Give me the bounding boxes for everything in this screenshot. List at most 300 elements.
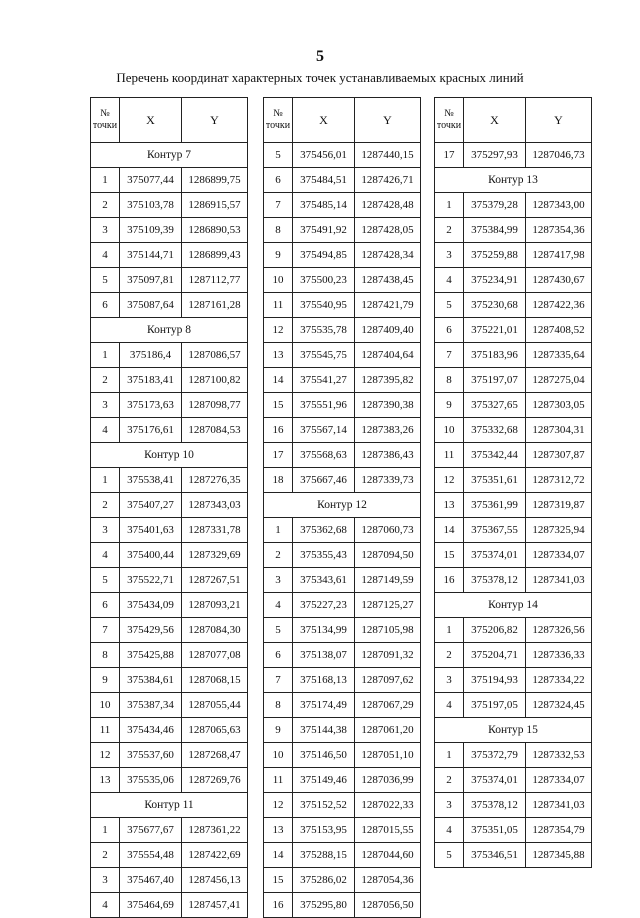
x-coordinate: 375567,14 [293,418,355,443]
x-coordinate: 375484,51 [293,168,355,193]
table-row [91,168,248,193]
x-coordinate: 375485,14 [293,193,355,218]
x-coordinate: 375456,01 [293,143,355,168]
point-number: 15 [435,543,464,568]
x-coordinate: 375538,41 [120,468,182,493]
y-coordinate: 1287086,57 [182,343,248,368]
header-y: Y [182,98,248,143]
table-row [264,668,421,693]
x-coordinate: 375378,12 [464,568,526,593]
coordinates-table-1 [90,97,248,918]
x-coordinate: 375186,4 [120,343,182,368]
table-row [264,218,421,243]
table-row [264,793,421,818]
point-number: 5 [91,268,120,293]
table-row [435,243,592,268]
x-coordinate: 375286,02 [293,868,355,893]
point-number: 8 [435,368,464,393]
table-row [435,818,592,843]
x-coordinate: 375545,75 [293,343,355,368]
point-number: 7 [435,343,464,368]
table-row [435,443,592,468]
point-number: 6 [264,168,293,193]
table-row [264,443,421,468]
y-coordinate: 1287149,59 [355,568,421,593]
x-coordinate: 375153,95 [293,818,355,843]
y-coordinate: 1287325,94 [526,518,592,543]
y-coordinate: 1287386,43 [355,443,421,468]
x-coordinate: 375540,95 [293,293,355,318]
contour-row [264,493,421,518]
point-number: 5 [264,618,293,643]
table-row [91,718,248,743]
y-coordinate: 1287421,79 [355,293,421,318]
y-coordinate: 1287334,07 [526,543,592,568]
y-coordinate: 1287084,30 [182,618,248,643]
y-coordinate: 1287440,15 [355,143,421,168]
table-row [435,843,592,868]
point-number: 8 [264,218,293,243]
y-coordinate: 1287331,78 [182,518,248,543]
y-coordinate: 1287304,31 [526,418,592,443]
point-number: 10 [435,418,464,443]
table-row [91,243,248,268]
y-coordinate: 1287324,45 [526,693,592,718]
table-row [264,268,421,293]
contour-row [435,718,592,743]
point-number: 3 [91,868,120,893]
x-coordinate: 375194,93 [464,668,526,693]
y-coordinate: 1287077,08 [182,643,248,668]
point-number: 15 [264,868,293,893]
x-coordinate: 375491,92 [293,218,355,243]
x-coordinate: 375297,93 [464,143,526,168]
table-row [264,293,421,318]
table-row [435,268,592,293]
point-number: 9 [91,668,120,693]
point-number: 13 [91,768,120,793]
y-coordinate: 1287100,82 [182,368,248,393]
table-row [91,543,248,568]
x-coordinate: 375087,64 [120,293,182,318]
point-number: 1 [435,618,464,643]
y-coordinate: 1287339,73 [355,468,421,493]
y-coordinate: 1287354,79 [526,818,592,843]
table-row [435,768,592,793]
table-row [435,218,592,243]
y-coordinate: 1287456,13 [182,868,248,893]
table-row [435,143,592,168]
coordinates-table-3 [434,97,592,868]
table-row [91,568,248,593]
point-number: 9 [264,243,293,268]
header-x: X [120,98,182,143]
x-coordinate: 375367,55 [464,518,526,543]
y-coordinate: 1287409,40 [355,318,421,343]
point-number: 4 [91,418,120,443]
x-coordinate: 375374,01 [464,768,526,793]
x-coordinate: 375103,78 [120,193,182,218]
y-coordinate: 1286899,75 [182,168,248,193]
x-coordinate: 375149,46 [293,768,355,793]
table-row [435,793,592,818]
contour-row [91,443,248,468]
table-row [91,743,248,768]
header-point-number [264,98,293,143]
table-row [435,643,592,668]
contour-label: Контур 11 [91,793,248,818]
table-row [264,143,421,168]
point-number: 16 [264,418,293,443]
x-coordinate: 375467,40 [120,868,182,893]
y-coordinate: 1287022,33 [355,793,421,818]
table-row [91,868,248,893]
point-number: 4 [91,893,120,918]
point-number: 2 [435,768,464,793]
table-row [91,468,248,493]
y-coordinate: 1287426,71 [355,168,421,193]
point-number: 6 [264,643,293,668]
x-coordinate: 375351,61 [464,468,526,493]
table-row [91,593,248,618]
y-coordinate: 1287422,36 [526,293,592,318]
x-coordinate: 375384,99 [464,218,526,243]
x-coordinate: 375522,71 [120,568,182,593]
y-coordinate: 1287345,88 [526,843,592,868]
point-number: 11 [264,768,293,793]
table-row [91,768,248,793]
x-coordinate: 375429,56 [120,618,182,643]
x-coordinate: 375234,91 [464,268,526,293]
point-number: 1 [435,193,464,218]
table-row [91,218,248,243]
table-row [91,693,248,718]
y-coordinate: 1287275,04 [526,368,592,393]
table-row [91,668,248,693]
y-coordinate: 1287269,76 [182,768,248,793]
point-number: 4 [435,818,464,843]
point-number: 6 [435,318,464,343]
y-coordinate: 1287084,53 [182,418,248,443]
contour-row [91,318,248,343]
table-row [91,368,248,393]
header-row [264,98,421,143]
x-coordinate: 375677,67 [120,818,182,843]
point-number: 1 [264,518,293,543]
table-row [91,893,248,918]
x-coordinate: 375173,63 [120,393,182,418]
table-row [264,393,421,418]
x-coordinate: 375174,49 [293,693,355,718]
x-coordinate: 375554,48 [120,843,182,868]
table-row [435,393,592,418]
x-coordinate: 375342,44 [464,443,526,468]
x-coordinate: 375332,68 [464,418,526,443]
point-number: 3 [435,243,464,268]
point-number: 1 [91,818,120,843]
x-coordinate: 375407,27 [120,493,182,518]
point-number: 17 [264,443,293,468]
point-number: 3 [91,393,120,418]
x-coordinate: 375138,07 [293,643,355,668]
table-row [264,568,421,593]
point-number: 12 [264,793,293,818]
point-number: 2 [91,493,120,518]
contour-row [435,168,592,193]
point-number: 3 [435,793,464,818]
point-number: 3 [264,568,293,593]
table-row [264,643,421,668]
x-coordinate: 375183,41 [120,368,182,393]
x-coordinate: 375134,99 [293,618,355,643]
table-row [435,418,592,443]
y-coordinate: 1287438,45 [355,268,421,293]
y-coordinate: 1286890,53 [182,218,248,243]
table-row [435,368,592,393]
y-coordinate: 1287354,36 [526,218,592,243]
x-coordinate: 375384,61 [120,668,182,693]
x-coordinate: 375144,71 [120,243,182,268]
y-coordinate: 1287091,32 [355,643,421,668]
table-row [91,643,248,668]
x-coordinate: 375077,44 [120,168,182,193]
table-row [264,718,421,743]
y-coordinate: 1287383,26 [355,418,421,443]
header-row [435,98,592,143]
point-number: 10 [91,693,120,718]
table-row [264,593,421,618]
y-coordinate: 1287395,82 [355,368,421,393]
table-row [91,293,248,318]
x-coordinate: 375230,68 [464,293,526,318]
table-row [435,568,592,593]
y-coordinate: 1287067,29 [355,693,421,718]
table-row [264,543,421,568]
header-y: Y [355,98,421,143]
point-number: 8 [91,643,120,668]
x-coordinate: 375097,81 [120,268,182,293]
point-number: 4 [435,268,464,293]
point-number: 3 [91,518,120,543]
point-number: 6 [91,593,120,618]
table-row [435,343,592,368]
point-number: 1 [91,343,120,368]
table-row [435,743,592,768]
table-row [264,318,421,343]
table-row [435,693,592,718]
x-coordinate: 375535,78 [293,318,355,343]
point-number: 6 [91,293,120,318]
y-coordinate: 1287303,05 [526,393,592,418]
point-number: 10 [264,268,293,293]
x-coordinate: 375197,05 [464,693,526,718]
table-row [264,468,421,493]
x-coordinate: 375288,15 [293,843,355,868]
y-coordinate: 1287044,60 [355,843,421,868]
header-row [91,98,248,143]
y-coordinate: 1287334,07 [526,768,592,793]
y-coordinate: 1287341,03 [526,793,592,818]
x-coordinate: 375197,07 [464,368,526,393]
x-coordinate: 375227,23 [293,593,355,618]
point-number: 4 [91,243,120,268]
x-coordinate: 375346,51 [464,843,526,868]
table-row [264,243,421,268]
table-row [435,668,592,693]
x-coordinate: 375206,82 [464,618,526,643]
y-coordinate: 1287105,98 [355,618,421,643]
point-number: 13 [264,343,293,368]
point-number: 8 [264,693,293,718]
coordinates-table [90,97,248,918]
x-coordinate: 375361,99 [464,493,526,518]
table-row [91,493,248,518]
contour-label: Контур 7 [91,143,248,168]
x-coordinate: 375494,85 [293,243,355,268]
point-number: 2 [91,843,120,868]
table-row [435,493,592,518]
x-coordinate: 375372,79 [464,743,526,768]
y-coordinate: 1287343,00 [526,193,592,218]
point-number: 2 [435,643,464,668]
table-row [264,743,421,768]
table-row [91,193,248,218]
table-row [264,868,421,893]
y-coordinate: 1287094,50 [355,543,421,568]
y-coordinate: 1287361,22 [182,818,248,843]
y-coordinate: 1287054,36 [355,868,421,893]
point-number: 16 [435,568,464,593]
table-row [435,543,592,568]
y-coordinate: 1287430,67 [526,268,592,293]
x-coordinate: 375387,34 [120,693,182,718]
header-x: X [464,98,526,143]
y-coordinate: 1287408,52 [526,318,592,343]
point-number: 4 [435,693,464,718]
point-number: 11 [264,293,293,318]
y-coordinate: 1287417,98 [526,243,592,268]
x-coordinate: 375327,65 [464,393,526,418]
x-coordinate: 375109,39 [120,218,182,243]
y-coordinate: 1287112,77 [182,268,248,293]
point-number: 12 [435,468,464,493]
table-row [264,418,421,443]
x-coordinate: 375152,52 [293,793,355,818]
table-row [264,818,421,843]
point-number: 14 [264,843,293,868]
table-row [435,293,592,318]
table-row [264,693,421,718]
header-point-number [435,98,464,143]
x-coordinate: 375221,01 [464,318,526,343]
table-row [91,268,248,293]
y-coordinate: 1287341,03 [526,568,592,593]
table-row [91,343,248,368]
x-coordinate: 375183,96 [464,343,526,368]
point-number: 5 [264,143,293,168]
contour-label: Контур 13 [435,168,592,193]
y-coordinate: 1287428,05 [355,218,421,243]
point-number: 2 [264,543,293,568]
x-coordinate: 375434,09 [120,593,182,618]
point-number: 11 [435,443,464,468]
y-coordinate: 1287268,47 [182,743,248,768]
point-number: 3 [91,218,120,243]
y-coordinate: 1287065,63 [182,718,248,743]
point-number: 1 [91,468,120,493]
y-coordinate: 1287051,10 [355,743,421,768]
y-coordinate: 1287336,33 [526,643,592,668]
point-number: 9 [435,393,464,418]
y-coordinate: 1287015,55 [355,818,421,843]
y-coordinate: 1287335,64 [526,343,592,368]
y-coordinate: 1287343,03 [182,493,248,518]
x-coordinate: 375434,46 [120,718,182,743]
x-coordinate: 375667,46 [293,468,355,493]
y-coordinate: 1287390,38 [355,393,421,418]
coordinates-table-2 [263,97,421,918]
point-number: 5 [435,843,464,868]
contour-row [435,593,592,618]
y-coordinate: 1286899,43 [182,243,248,268]
y-coordinate: 1287060,73 [355,518,421,543]
y-coordinate: 1287326,56 [526,618,592,643]
y-coordinate: 1287457,41 [182,893,248,918]
y-coordinate: 1287267,51 [182,568,248,593]
y-coordinate: 1287329,69 [182,543,248,568]
y-coordinate: 1287061,20 [355,718,421,743]
point-number: 13 [435,493,464,518]
table-row [435,468,592,493]
x-coordinate: 375295,80 [293,893,355,918]
point-number: 2 [91,368,120,393]
x-coordinate: 375176,61 [120,418,182,443]
x-coordinate: 375379,28 [464,193,526,218]
point-number: 12 [264,318,293,343]
y-coordinate: 1287334,22 [526,668,592,693]
table-row [435,618,592,643]
x-coordinate: 375425,88 [120,643,182,668]
x-coordinate: 375535,06 [120,768,182,793]
contour-row [91,143,248,168]
x-coordinate: 375500,23 [293,268,355,293]
header-point-number [91,98,120,143]
y-coordinate: 1287093,21 [182,593,248,618]
point-number: 11 [91,718,120,743]
table-row [435,518,592,543]
y-coordinate: 1287068,15 [182,668,248,693]
y-coordinate: 1287036,99 [355,768,421,793]
y-coordinate: 1287046,73 [526,143,592,168]
x-coordinate: 375464,69 [120,893,182,918]
y-coordinate: 1287332,53 [526,743,592,768]
x-coordinate: 375362,68 [293,518,355,543]
header-point-word: точки [436,120,462,131]
table-row [91,418,248,443]
point-number: 7 [264,668,293,693]
point-number: 5 [91,568,120,593]
header-number-sign: № [100,108,110,119]
x-coordinate: 375355,43 [293,543,355,568]
table-row [264,893,421,918]
table-row [264,168,421,193]
y-coordinate: 1287055,44 [182,693,248,718]
x-coordinate: 375551,96 [293,393,355,418]
x-coordinate: 375343,61 [293,568,355,593]
x-coordinate: 375400,44 [120,543,182,568]
coordinates-table [434,97,592,868]
x-coordinate: 375168,13 [293,668,355,693]
